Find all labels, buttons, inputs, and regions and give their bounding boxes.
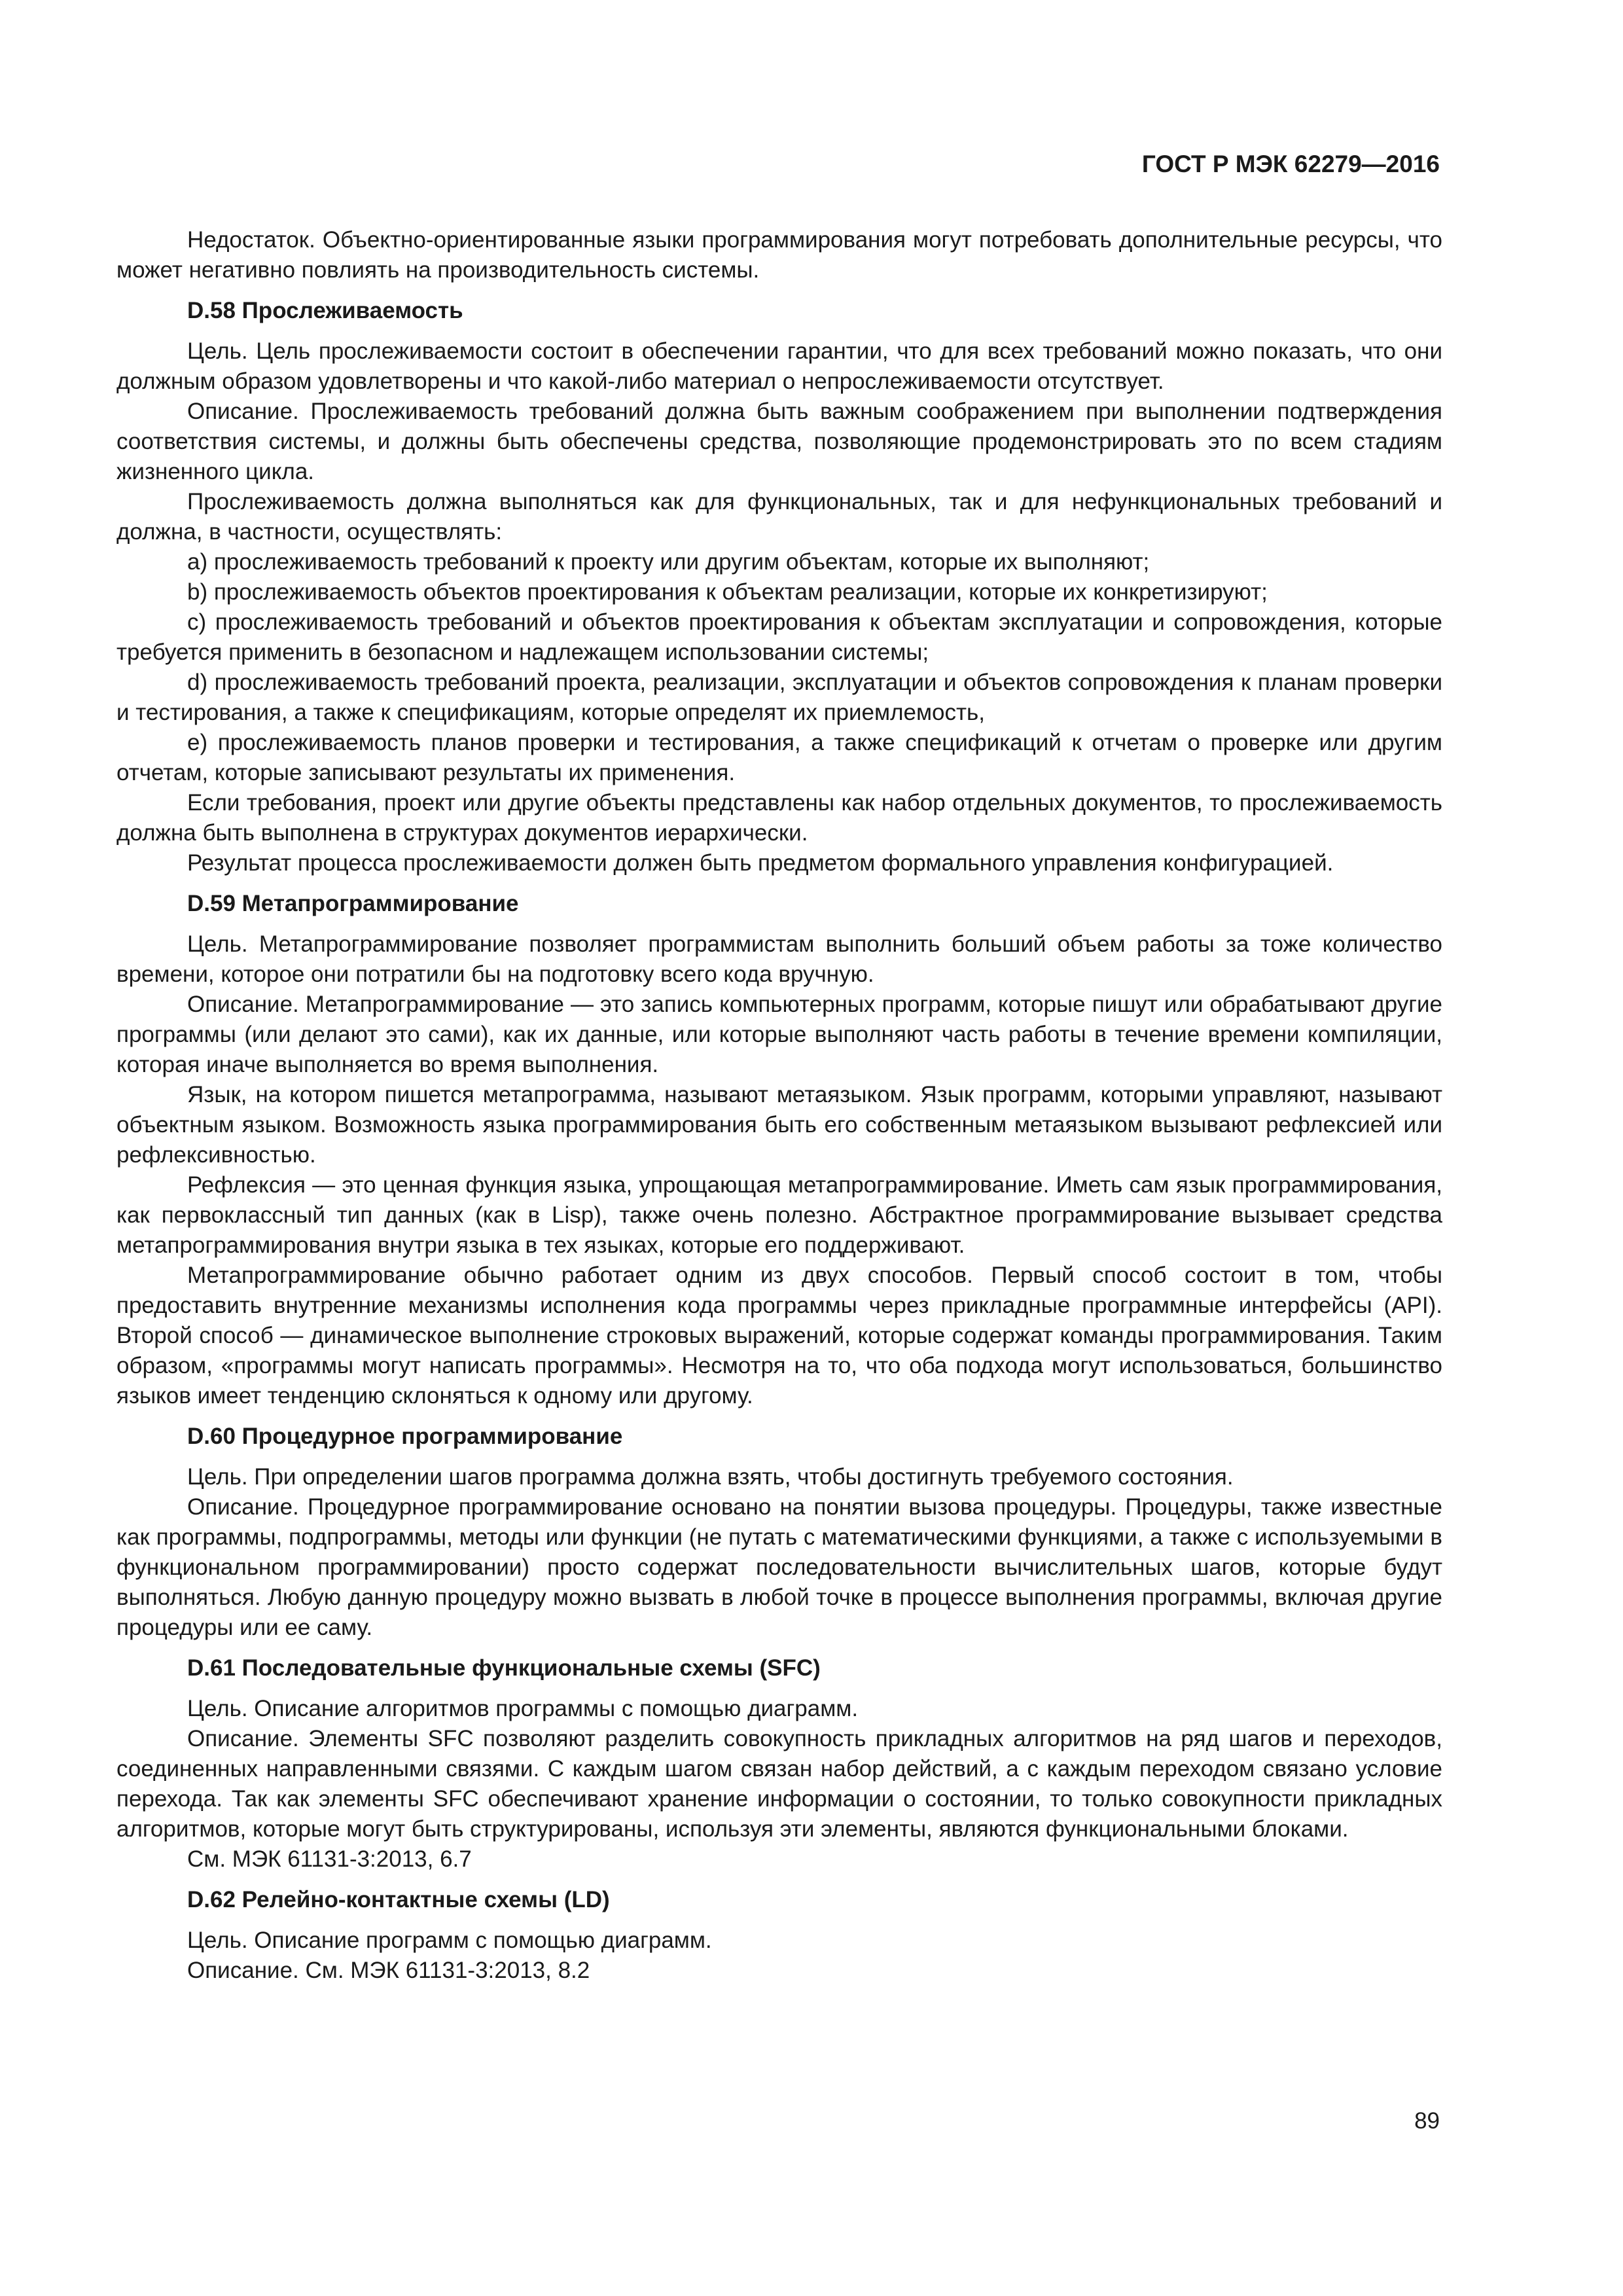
paragraph: Язык, на котором пишется метапрограмма, называют метаязыком. Язык программ, которыми управляют, называют объектным языком. Возможность языка программирования быть его собственным метаязыком вызывают рефлексией или рефлексивностью. — [116, 1082, 1442, 1168]
section-heading-d60: D.60 Процедурное программирование — [187, 1424, 623, 1449]
list-item: c) прослеживаемость требований и объектов проектирования к объектам эксплуатации и сопровождения, которые требуется применить в безопасном и надлежащем использовании системы; — [116, 609, 1442, 665]
paragraph: Цель. Описание программ с помощью диаграмм. — [187, 1928, 712, 1953]
paragraph: Недостаток. Объектно-ориентированные языки программирования могут потребовать дополнительные ресурсы, что может негативно повлиять на производительность системы. — [116, 227, 1442, 283]
paragraph: Метапрограммирование обычно работает одним из двух способов. Первый способ состоит в том, чтобы предоставить внутренние механизмы исполнения кода программы через прикладные программные интерфейсы (API). Второй способ — динамическое выполнение строковых выражений, которые содержат команды программирования. Таким образом, «программы могут написать программы». Несмотря на то, что оба подхода могут использоваться, большинство языков имеет тенденцию склоняться к одному или другому. — [116, 1263, 1442, 1408]
paragraph: Описание. Элементы SFC позволяют разделить совокупность прикладных алгоритмов на ряд шагов и переходов, соединенных направленными связями. С каждым шагом связан набор действий, а с каждым переходом связано условие перехода. Так как элементы SFC обеспечивают хранение информации о состоянии, то только совокупности прикладных алгоритмов, которые могут быть структурированы, используя эти элементы, являются функциональными блоками. — [116, 1726, 1442, 1842]
list-item: d) прослеживаемость требований проекта, реализации, эксплуатации и объектов сопровождения к планам проверки и тестирования, а также к спецификациям, которые определят их приемлемость, — [116, 670, 1442, 725]
paragraph: Цель. Метапрограммирование позволяет программистам выполнить больший объем работы за тоже количество времени, которое они потратили бы на подготовку всего кода вручную. — [116, 931, 1442, 987]
paragraph: См. МЭК 61131-3:2013, 6.7 — [187, 1846, 472, 1872]
paragraph: Цель. При определении шагов программа должна взять, чтобы достигнуть требуемого состояния. — [187, 1464, 1234, 1490]
list-item: a) прослеживаемость требований к проекту или другим объектам, которые их выполняют; — [187, 549, 1150, 575]
paragraph: Цель. Цель прослеживаемости состоит в обеспечении гарантии, что для всех требований можно показать, что они должным образом удовлетворены и что какой-либо материал о непрослеживаемости отсутствует. — [116, 338, 1442, 394]
paragraph: Описание. Процедурное программирование основано на понятии вызова процедуры. Процедуры, также известные как программы, подпрограммы, методы или функции (не путать с математическими функциями, а также с используемыми в функциональном программировании) просто содержат последовательности вычислительных шагов, которые будут выполняться. Любую данную процедуру можно вызвать в любой точке в процессе выполнения программы, включая другие процедуры или ее саму. — [116, 1494, 1442, 1640]
list-item: b) прослеживаемость объектов проектирования к объектам реализации, которые их конкретизируют; — [187, 579, 1268, 605]
page-number: 89 — [1414, 2108, 1440, 2134]
paragraph: Описание. См. МЭК 61131-3:2013, 8.2 — [187, 1958, 590, 1983]
paragraph: Если требования, проект или другие объекты представлены как набор отдельных документов, то прослеживаемость должна быть выполнена в структурах документов иерархически. — [116, 790, 1442, 846]
section-heading-d62: D.62 Релейно-контактные схемы (LD) — [187, 1887, 610, 1912]
document-header: ГОСТ Р МЭК 62279—2016 — [1141, 151, 1440, 177]
paragraph: Описание. Метапрограммирование — это запись компьютерных программ, которые пишут или обрабатывают другие программы (или делают это сами), как их данные, или которые выполняют часть работы в течение времени компиляции, которая иначе выполняется во время выполнения. — [116, 992, 1442, 1077]
list-item: e) прослеживаемость планов проверки и тестирования, а также спецификаций к отчетам о проверке или другим отчетам, которые записывают результаты их применения. — [116, 730, 1442, 785]
paragraph: Цель. Описание алгоритмов программы с помощью диаграмм. — [187, 1696, 859, 1721]
section-heading-d58: D.58 Прослеживаемость — [187, 298, 463, 323]
document-body — [116, 225, 1442, 1986]
paragraph: Прослеживаемость должна выполняться как для функциональных, так и для нефункциональных требований и должна, в частности, осуществлять: — [116, 489, 1442, 545]
section-heading-d61: D.61 Последовательные функциональные схемы (SFC) — [187, 1655, 821, 1681]
paragraph: Рефлексия — это ценная функция языка, упрощающая метапрограммирование. Иметь сам язык программирования, как первоклассный тип данных (как в Lisp), также очень полезно. Абстрактное программирование вызывает средства метапрограммирования внутри языка в тех языках, которые его поддерживают. — [116, 1172, 1442, 1258]
section-heading-d59: D.59 Метапрограммирование — [187, 891, 519, 916]
paragraph: Описание. Прослеживаемость требований должна быть важным соображением при выполнении подтверждения соответствия системы, и должны быть обеспечены средства, позволяющие продемонстрировать это по всем стадиям жизненного цикла. — [116, 399, 1442, 484]
paragraph: Результат процесса прослеживаемости должен быть предметом формального управления конфигурацией. — [187, 850, 1334, 876]
